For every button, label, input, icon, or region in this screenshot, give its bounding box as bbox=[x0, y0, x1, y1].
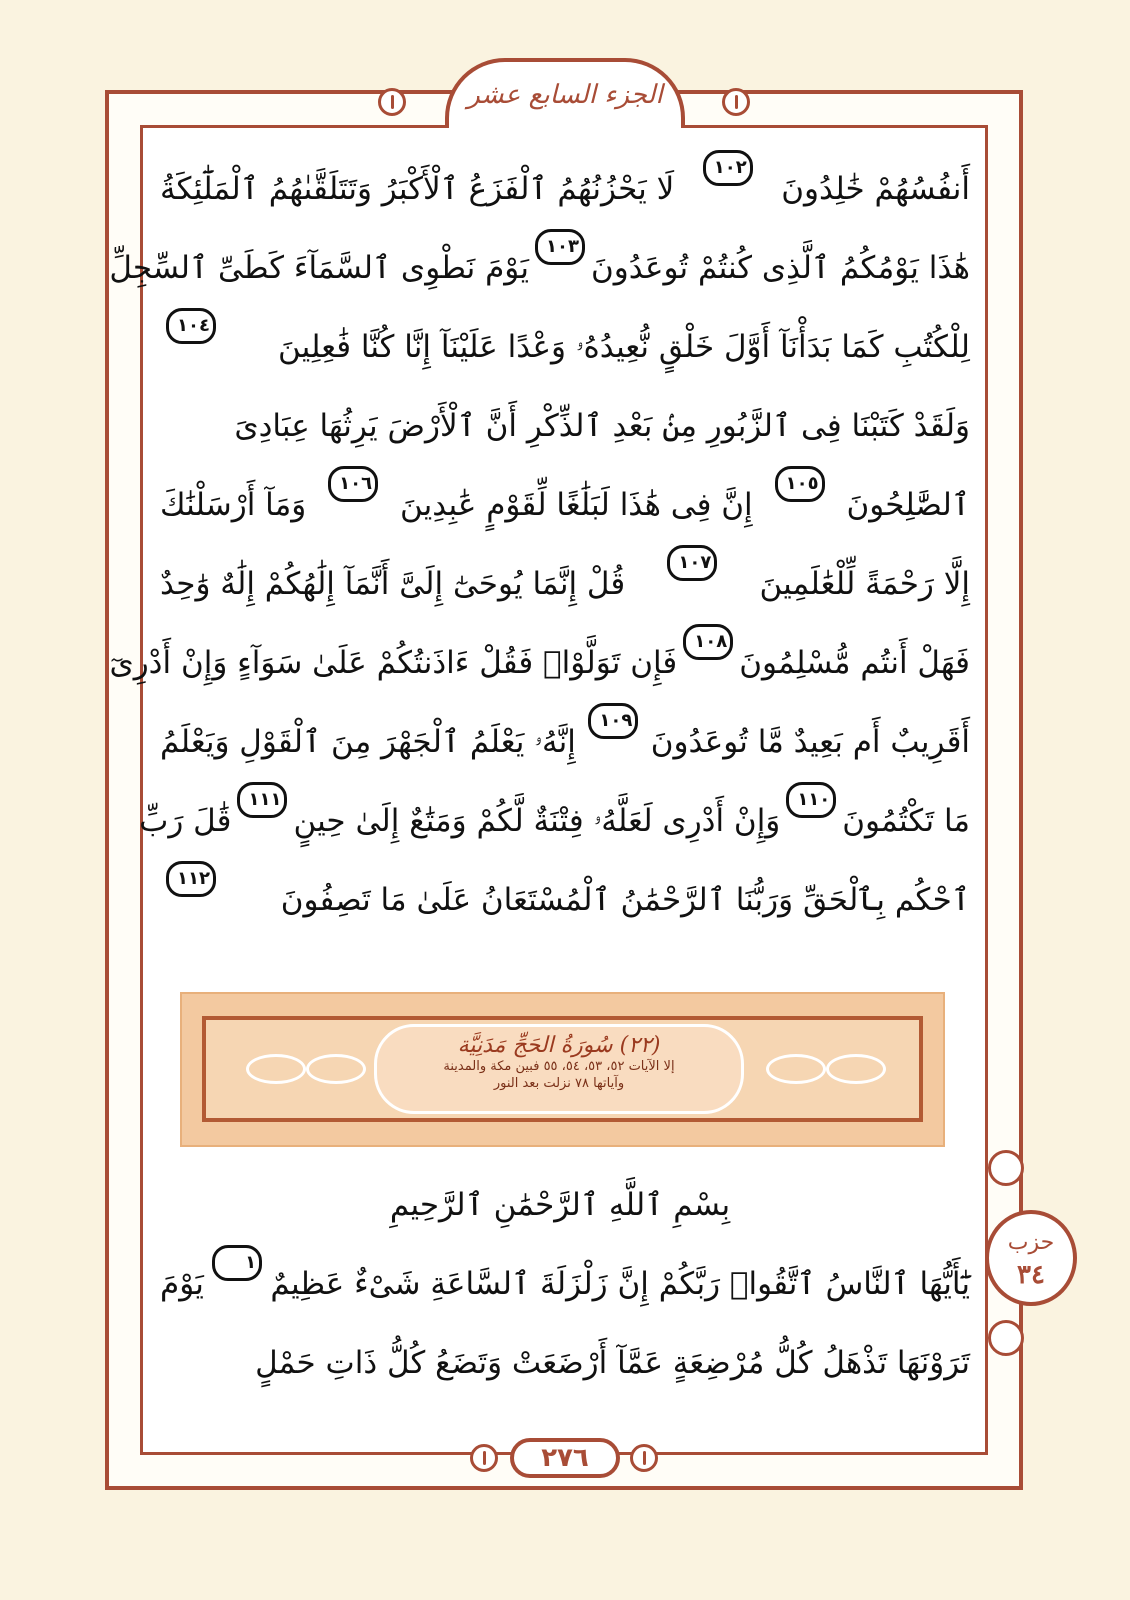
verse-line bbox=[109, 229, 970, 308]
verse-number-marker: ١٠٦ bbox=[328, 466, 378, 502]
verse-text: لَا يَحْزُنُهُمُ ٱلْفَزَعُ ٱلْأَكْبَرُ وَتَتَلَقَّىٰهُمُ ٱلْمَلَٰٓئِكَةُ bbox=[160, 171, 675, 207]
verse-number-marker: ١٠٩ bbox=[588, 703, 638, 739]
hizb-marker bbox=[985, 1210, 1077, 1306]
verse-line bbox=[109, 624, 970, 703]
verse-text: فَإِن تَوَلَّوْا۟ فَقُلْ ءَاذَنتُكُمْ عَلَىٰ سَوَآءٍ وَإِنْ أَدْرِىٓ bbox=[109, 645, 678, 681]
verse-line bbox=[160, 150, 970, 229]
hizb-top-ornament-icon bbox=[988, 1150, 1024, 1186]
banner-left-lobe-icon-2 bbox=[306, 1054, 366, 1084]
verse-line bbox=[160, 387, 970, 466]
page-number: ٢٧٦ bbox=[510, 1438, 620, 1478]
verse-number-marker: ١ bbox=[212, 1245, 262, 1281]
verse-number-marker: ١٠٣ bbox=[535, 229, 585, 265]
verse-text: ٱلصَّٰلِحُونَ bbox=[846, 487, 970, 523]
verse-text: وَلَقَدْ كَتَبْنَا فِى ٱلزَّبُورِ مِنۢ بَعْدِ ٱلذِّكْرِ أَنَّ ٱلْأَرْضَ يَرِثُهَا عِبَادِىَ bbox=[234, 408, 970, 444]
verse-line bbox=[160, 466, 970, 545]
verse-line bbox=[160, 861, 970, 940]
verse-line bbox=[139, 782, 970, 861]
banner-left-lobe-icon bbox=[246, 1054, 306, 1084]
verse-text: قُلْ إِنَّمَا يُوحَىٰٓ إِلَىَّ أَنَّمَآ إِلَٰهُكُمْ إِلَٰهٌ وَٰحِدٌ bbox=[160, 566, 626, 602]
surah-banner-border bbox=[202, 1016, 923, 1122]
verse-line bbox=[160, 703, 970, 782]
verse-line bbox=[160, 1324, 970, 1403]
hizb-bottom-ornament-icon bbox=[988, 1320, 1024, 1356]
verse-text: قَٰلَ رَبِّ bbox=[139, 803, 232, 839]
banner-right-lobe-icon bbox=[826, 1054, 886, 1084]
surah-title: (٢٢) سُورَةُ الحَجِّ مَدَنِيَّة bbox=[457, 1033, 661, 1058]
verses-block-bottom bbox=[160, 1245, 970, 1403]
juz-header bbox=[445, 58, 685, 128]
verse-text: هَٰذَا يَوْمُكُمُ ٱلَّذِى كُنتُمْ تُوعَدُونَ bbox=[590, 250, 970, 286]
banner-right-lobe-icon-2 bbox=[766, 1054, 826, 1084]
surah-banner bbox=[180, 992, 945, 1147]
verse-text: تَرَوْنَهَا تَذْهَلُ كُلُّ مُرْضِعَةٍ عَمَّآ أَرْضَعَتْ وَتَضَعُ كُلُّ ذَاتِ حَمْلٍ bbox=[255, 1345, 970, 1381]
hizb-number: ٣٤ bbox=[1017, 1260, 1045, 1290]
verse-number-marker: ١٠٢ bbox=[703, 150, 753, 186]
verse-text: إِنَّ فِى هَٰذَا لَبَلَٰغًا لِّقَوْمٍ عَٰبِدِينَ bbox=[399, 487, 753, 523]
verse-text: مَا تَكْتُمُونَ bbox=[842, 803, 970, 839]
verse-number-marker: ١٠٨ bbox=[683, 624, 733, 660]
verse-text: فَهَلْ أَنتُم مُّسْلِمُونَ bbox=[739, 645, 970, 681]
footer-left-ornament-icon bbox=[470, 1444, 498, 1472]
surah-title-cartouche bbox=[374, 1024, 744, 1114]
verse-text: إِنَّهُۥ يَعْلَمُ ٱلْجَهْرَ مِنَ ٱلْقَوْلِ وَيَعْلَمُ bbox=[160, 724, 576, 760]
verse-text: وَمَآ أَرْسَلْنَٰكَ bbox=[160, 487, 307, 523]
verse-line bbox=[160, 1245, 970, 1324]
hizb-label: حزب bbox=[1007, 1230, 1055, 1255]
verse-number-marker: ١٠٤ bbox=[166, 308, 216, 344]
verse-text: أَنفُسُهُمْ خَٰلِدُونَ bbox=[781, 171, 970, 207]
verse-text: إِلَّا رَحْمَةً لِّلْعَٰلَمِينَ bbox=[759, 566, 970, 602]
juz-title: الجزء السابع عشر bbox=[467, 80, 663, 110]
header-right-ornament-icon bbox=[722, 88, 750, 116]
footer-right-ornament-icon bbox=[630, 1444, 658, 1472]
verse-text: يَٰٓأَيُّهَا ٱلنَّاسُ ٱتَّقُوا۟ رَبَّكُمْ إِنَّ زَلْزَلَةَ ٱلسَّاعَةِ شَىْءٌ عَظِيمٌ bbox=[270, 1266, 970, 1302]
verse-line bbox=[160, 308, 970, 387]
verse-number-marker: ١٠٧ bbox=[667, 545, 717, 581]
header-left-ornament-icon bbox=[378, 88, 406, 116]
verse-text: لِلْكُتُبِ كَمَا بَدَأْنَآ أَوَّلَ خَلْقٍ نُّعِيدُهُۥ وَعْدًا عَلَيْنَآ إِنَّا كُنَّا فَٰعِلِينَ bbox=[278, 329, 970, 365]
verse-number-marker: ١١٠ bbox=[786, 782, 836, 818]
basmala: بِسْمِ ٱللَّهِ ٱلرَّحْمَٰنِ ٱلرَّحِيمِ bbox=[389, 1187, 731, 1223]
verse-number-marker: ١٠٥ bbox=[775, 466, 825, 502]
verse-text: أَقَرِيبٌ أَم بَعِيدٌ مَّا تُوعَدُونَ bbox=[650, 724, 970, 760]
verses-block-top bbox=[109, 150, 970, 940]
verse-text: ٱحْكُم بِٱلْحَقِّ وَرَبُّنَا ٱلرَّحْمَٰنُ ٱلْمُسْتَعَانُ عَلَىٰ مَا تَصِفُونَ bbox=[280, 882, 970, 918]
verse-text: يَوْمَ bbox=[160, 1266, 204, 1302]
verse-text: يَوْمَ نَطْوِى ٱلسَّمَآءَ كَطَىِّ ٱلسِّجِلِّ bbox=[109, 250, 529, 286]
verse-number-marker: ١١٢ bbox=[166, 861, 216, 897]
verse-line bbox=[160, 545, 970, 624]
verse-text: وَإِنْ أَدْرِى لَعَلَّهُۥ فِتْنَةٌ لَّكُمْ وَمَتَٰعٌ إِلَىٰ حِينٍ bbox=[293, 803, 781, 839]
surah-info-line-1: إلا الآيات ٥٢، ٥٣، ٥٤، ٥٥ فبين مكة والمدينة bbox=[443, 1059, 675, 1074]
surah-info-line-2: وآياتها ٧٨ نزلت بعد النور bbox=[493, 1076, 625, 1091]
verse-number-marker: ١١١ bbox=[237, 782, 287, 818]
